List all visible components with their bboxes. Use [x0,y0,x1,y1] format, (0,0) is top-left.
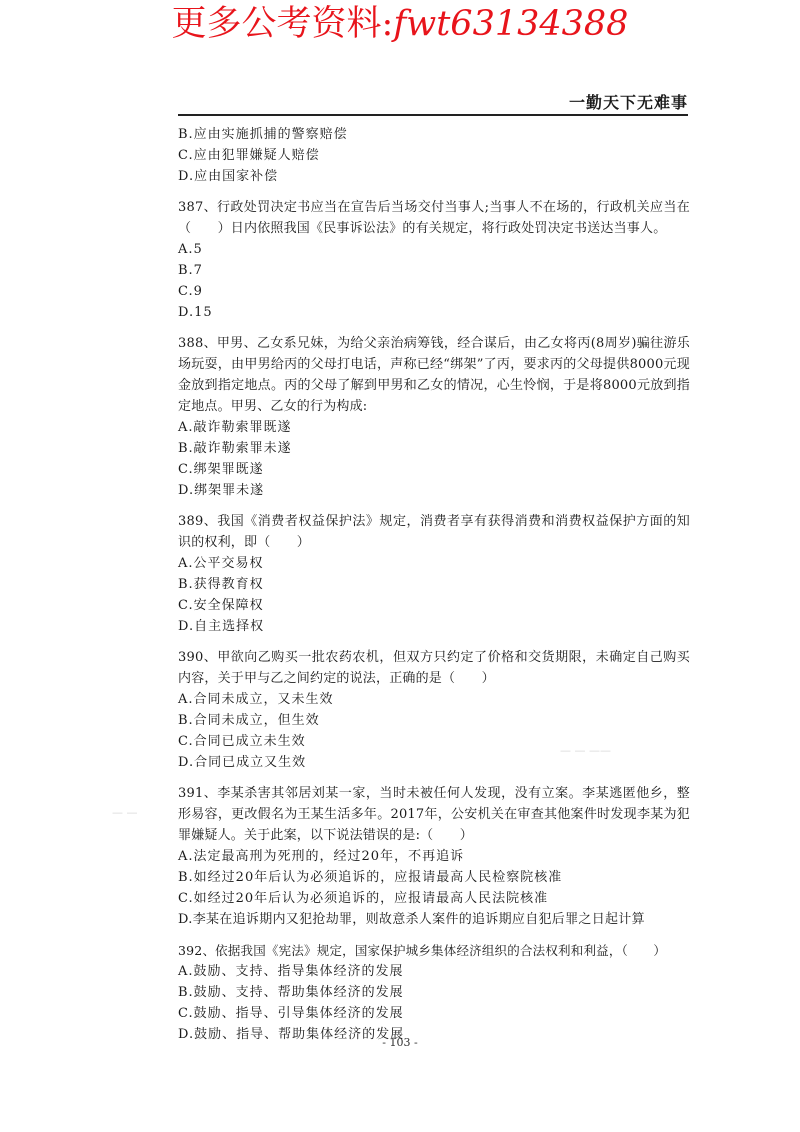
option: B.应由实施抓捕的警察赔偿 [178,127,348,142]
question-390 [178,647,690,773]
option: A.合同未成立，又未生效 [178,692,334,707]
question-387 [178,197,690,323]
question-text: 391、李某杀害其邻居刘某一家，当时未被任何人发现，没有立案。李某逃匿他乡，整形易容，更改假名为王某生活多年。2017年，公安机关在审查其他案件时发现李某为犯罪嫌疑人。关于此案，以下说法错误的是:（ ） [178,786,690,843]
option: D.15 [178,305,213,320]
question-text: 387、行政处罚决定书应当在宣告后当场交付当事人;当事人不在场的，行政机关应当在（ ）日内依照我国《民事诉讼法》的有关规定，将行政处罚决定书送达当事人。 [178,200,690,236]
faint-watermark: — — —— [560,744,611,757]
option: B.7 [178,263,203,278]
option: C.绑架罪既遂 [178,462,264,477]
option: C.安全保障权 [178,598,264,613]
option: B.鼓励、支持、帮助集体经济的发展 [178,985,404,1000]
option: C.如经过20年后认为必须追诉的，应报请最高人民法院核准 [178,891,549,906]
option: C.应由犯罪嫌疑人赔偿 [178,148,320,163]
option: D.合同已成立又生效 [178,755,307,770]
question-392 [178,940,690,1045]
option: B.如经过20年后认为必须追诉的，应报请最高人民检察院核准 [178,870,563,885]
option: D.自主选择权 [178,619,265,634]
running-header: 一勤天下无难事 [568,93,688,112]
promo-banner-text: 更多公考资料: [171,4,394,44]
question-391 [178,783,690,930]
option: B.敲诈勒索罪未遂 [178,441,292,456]
option: A.公平交易权 [178,556,264,571]
promo-banner-url: fwt63134388 [393,4,629,44]
option: D.李某在追诉期内又犯抢劫罪，则故意杀人案件的追诉期应自犯后罪之日起计算 [178,912,645,927]
question-text: 390、甲欲向乙购买一批农药农机，但双方只约定了价格和交货期限，未确定自己购买内容，关于甲与乙之间约定的说法，正确的是（ ） [178,650,690,686]
header-divider [178,114,688,116]
question-text: 392、依据我国《宪法》规定，国家保护城乡集体经济组织的合法权利和利益，（ ） [178,943,667,958]
continued-options [178,124,690,187]
option: A.法定最高刑为死刑的，经过20年，不再追诉 [178,849,465,864]
option: C.鼓励、指导、引导集体经济的发展 [178,1006,404,1021]
question-text: 388、甲男、乙女系兄妹，为给父亲治病筹钱，经合谋后，由乙女将丙(8周岁)骗往游乐场玩耍，由甲男给丙的父母打电话，声称已经“绑架”了丙，要求丙的父母提供8000元现金放到指定地点。丙的父母了解到甲男和乙女的情况，心生怜悯，于是将8000元放到指定地点。甲男、乙女的行为构成: [178,336,690,414]
question-388 [178,333,690,501]
question-text: 389、我国《消费者权益保护法》规定，消费者享有获得消费和消费权益保护方面的知识的权利，即（ ） [178,514,690,550]
option: D.应由国家补偿 [178,169,279,184]
option: B.获得教育权 [178,577,264,592]
page-number: - 103 - [382,1036,418,1049]
option: C.9 [178,284,203,299]
option: B.合同未成立，但生效 [178,713,320,728]
option: A.5 [178,242,203,257]
option: A.鼓励、支持、指导集体经济的发展 [178,964,404,979]
option: C.合同已成立未生效 [178,734,306,749]
page-content [178,124,690,1045]
option: A.敲诈勒索罪既遂 [178,420,292,435]
faint-watermark: — — [112,806,138,819]
promo-banner [0,2,800,46]
question-389 [178,511,690,637]
option: D.绑架罪未遂 [178,483,265,498]
option: D.鼓励、指导、帮助集体经济的发展 [178,1027,405,1042]
